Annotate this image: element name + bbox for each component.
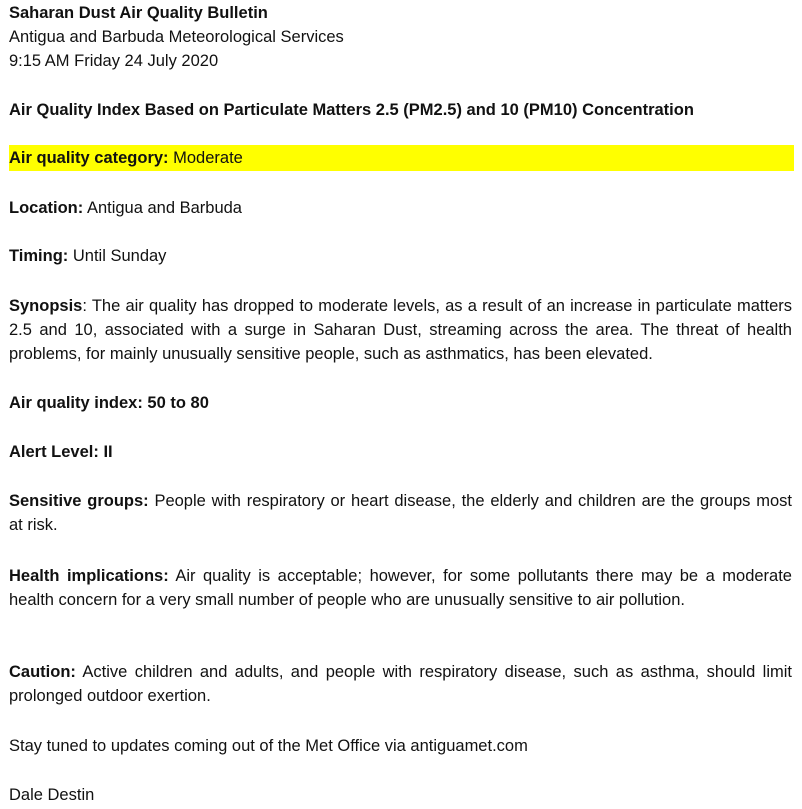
timing-label: Timing: <box>9 247 69 265</box>
health-implications-text: Air quality is acceptable; however, for some pollutants there may be a moderate health concern for a very small number of people who are unusually sensitive to air pollution. <box>9 567 792 609</box>
health-implications-paragraph <box>9 564 792 612</box>
location-label: Location: <box>9 199 84 217</box>
sensitive-groups-label: Sensitive groups: <box>9 492 149 510</box>
health-implications-label: Health implications: <box>9 567 169 585</box>
category-row <box>9 147 243 169</box>
category-label: Air quality category: <box>9 149 169 167</box>
agency-name: Antigua and Barbuda Meteorological Services <box>9 28 344 46</box>
caution-paragraph <box>9 660 792 708</box>
sensitive-groups-text: People with respiratory or heart disease, the elderly and children are the groups most at risk. <box>9 492 792 534</box>
signature: Dale Destin <box>9 786 95 804</box>
alert-level-row: Alert Level: II <box>9 443 113 461</box>
location-value: Antigua and Barbuda <box>86 199 242 217</box>
aqi-row: Air quality index: 50 to 80 <box>9 394 209 412</box>
caution-text: Active children and adults, and people with respiratory disease, such as asthma, should limit prolonged outdoor exertion. <box>9 663 792 705</box>
section-heading: Air Quality Index Based on Particulate Matters 2.5 (PM2.5) and 10 (PM10) Concentration <box>9 101 694 119</box>
synopsis-label: Synopsis <box>9 297 83 315</box>
issue-datetime: 9:15 AM Friday 24 July 2020 <box>9 52 219 70</box>
caution-label: Caution: <box>9 663 76 681</box>
synopsis-paragraph <box>9 294 792 366</box>
category-value: Moderate <box>173 149 243 167</box>
bulletin-title: Saharan Dust Air Quality Bulletin <box>9 4 268 22</box>
timing-row <box>9 245 166 267</box>
location-row <box>9 197 242 219</box>
sensitive-groups-paragraph <box>9 489 792 537</box>
closing-line: Stay tuned to updates coming out of the Met Office via antiguamet.com <box>9 737 528 755</box>
timing-value: Until Sunday <box>72 247 167 265</box>
synopsis-text: : The air quality has dropped to moderate levels, as a result of an increase in particulate matters 2.5 and 10, associated with a surge in Saharan Dust, streaming across the area. The threat of health problems, for mainly unusually sensitive people, such as asthmatics, has been elevated. <box>9 297 792 363</box>
